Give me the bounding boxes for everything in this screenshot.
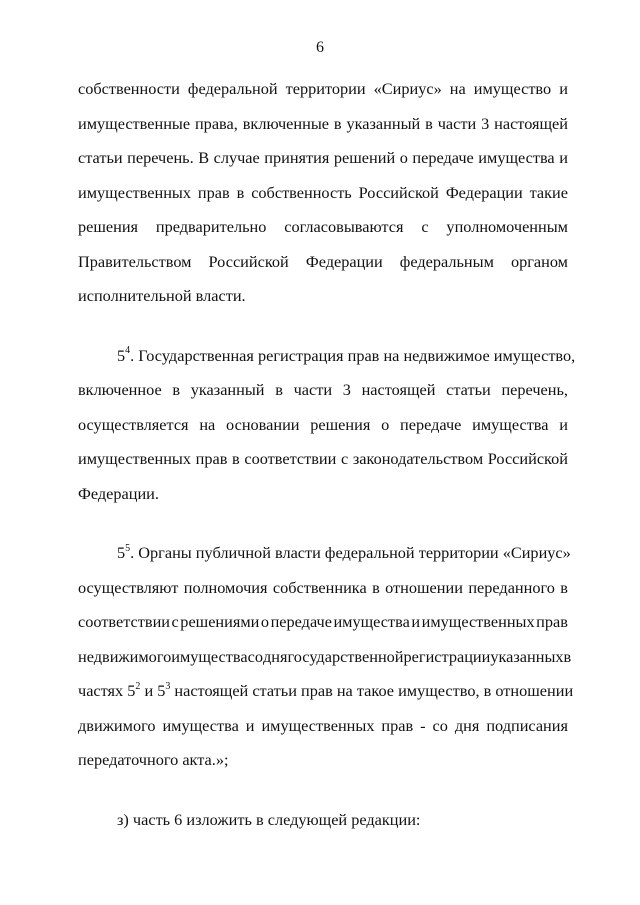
text-line (78, 145, 568, 180)
word: в (425, 113, 433, 133)
word: отношении (385, 577, 463, 597)
word: собственности (78, 79, 180, 98)
word: со (432, 715, 448, 735)
word: исполнительной власти. (78, 286, 246, 305)
word: имущества (472, 414, 549, 434)
text-line (78, 111, 568, 146)
word: передаточного акта.»; (78, 750, 229, 769)
paragraph-first-line-text: . Государственная регистрация прав на недвижимое имущество, (130, 345, 576, 365)
superscript: 3 (165, 680, 171, 692)
paragraph-number: 5 (117, 543, 126, 562)
word: о (260, 612, 270, 631)
word: дня (454, 715, 480, 735)
word: решений (333, 148, 396, 167)
word: Федерации. (78, 483, 159, 503)
word: государственной (287, 646, 404, 666)
text-line (78, 713, 568, 748)
word: права, (194, 113, 238, 133)
word: в (563, 646, 572, 666)
word: движимого (78, 715, 156, 735)
word: принятия (264, 148, 330, 167)
word: полномочия (183, 577, 268, 597)
word: перечень, (501, 380, 568, 399)
word: на (199, 414, 216, 434)
document-body (78, 76, 576, 841)
word: на (449, 79, 466, 98)
text-line (78, 76, 568, 111)
text-line (78, 249, 568, 284)
word: Федерации (305, 251, 383, 271)
paragraph-5-5 (78, 540, 574, 782)
word: и (559, 148, 568, 167)
text-line (78, 747, 568, 782)
word: Федерации (445, 182, 523, 202)
word: с (171, 612, 179, 631)
word: прав (536, 612, 568, 631)
word: 3 (342, 380, 351, 399)
word: решениями (180, 612, 260, 631)
word: с (340, 449, 349, 468)
paragraph-number-superscript: 5 (125, 542, 131, 554)
word: имущества (333, 612, 410, 631)
word: предварительно (155, 217, 267, 236)
word: Российской (358, 182, 439, 202)
word: «Сириус» (373, 79, 442, 98)
paragraph-5-4 (78, 343, 576, 516)
word: включенное (78, 380, 162, 399)
word: указанный (346, 113, 421, 133)
text-line (78, 481, 568, 516)
word: в (333, 113, 342, 133)
text-segment: частях $5^2$ и $5^3$ (78, 680, 171, 700)
word: о (399, 148, 408, 167)
word: в (560, 577, 568, 597)
page-number: 6 (316, 39, 324, 56)
word: настоящей (494, 113, 568, 133)
word: указанных (490, 646, 564, 666)
word: Российской (208, 251, 289, 271)
text-line-with-superscripts (78, 678, 574, 713)
word: имущество (473, 79, 552, 98)
paragraph-continuation (78, 76, 568, 318)
word: Правительством (78, 251, 192, 271)
text-line (78, 575, 568, 610)
word: В (198, 148, 210, 167)
word: прав (197, 182, 230, 202)
text-line (78, 644, 572, 679)
paragraph-item-z: з) часть 6 изложить в следующей редакции: (117, 809, 421, 829)
word: имущественных (421, 612, 535, 631)
text-line (78, 412, 568, 447)
word: имущества (171, 646, 248, 666)
word: включенные (242, 113, 329, 133)
word: соответствии (244, 449, 337, 468)
word: решения (78, 217, 139, 236)
paragraph-number-superscript: 4 (125, 345, 131, 357)
word: и (559, 79, 568, 98)
word: федеральной (187, 79, 278, 98)
word: о (381, 414, 390, 434)
word: имущества (478, 148, 555, 167)
word: случае (213, 148, 260, 167)
word: имущественных (261, 715, 375, 735)
paragraph-first-line (78, 343, 576, 378)
word: недвижимого (78, 646, 172, 666)
word: настоящей (361, 380, 436, 399)
word: решения (310, 414, 371, 434)
word: указанный (190, 380, 265, 399)
word: соответствии (78, 612, 170, 631)
word: имущественных (78, 449, 191, 468)
word: статьи (446, 380, 491, 399)
word: части (293, 380, 333, 399)
word: согласовываются (284, 217, 404, 236)
word: подписания (486, 715, 568, 735)
word: и (411, 612, 421, 631)
paragraph-number: 5 (117, 345, 126, 365)
word: имущественные (78, 113, 191, 133)
word: и (245, 715, 255, 735)
word: - (420, 715, 426, 735)
word: передаче (400, 414, 462, 434)
text-line (78, 377, 568, 412)
word: в (172, 380, 181, 399)
word: регистрации (403, 646, 491, 666)
word: перечень. (127, 148, 194, 167)
word: органом (510, 251, 568, 271)
word: переданного (468, 577, 555, 597)
word: осуществляют (78, 577, 179, 597)
text-line (78, 609, 568, 644)
text-line (78, 283, 568, 318)
word: уполномоченным (446, 217, 568, 236)
word: в (372, 577, 380, 597)
word: части (437, 113, 477, 133)
text-segment: настоящей статьи прав на такое имущество, в отношении (174, 681, 574, 700)
word: передаче (270, 612, 332, 631)
word: прав (195, 449, 228, 468)
paragraph-first-line (78, 540, 571, 575)
word: и (559, 414, 568, 434)
word: собственность (251, 182, 352, 202)
word: в (275, 380, 283, 399)
word: такие (529, 182, 568, 202)
word: 3 (481, 113, 490, 133)
text-line (78, 180, 568, 215)
word: с (421, 217, 429, 236)
superscript: 2 (135, 680, 141, 692)
word: территории (285, 79, 366, 98)
word: дня (262, 646, 288, 666)
word: в (232, 449, 240, 468)
word: осуществляется (78, 414, 189, 434)
word: в (236, 182, 245, 202)
word: Российской (487, 449, 568, 468)
word: имущественных (78, 182, 191, 202)
word: имущества (162, 715, 239, 735)
word: федеральным (399, 251, 494, 271)
word: передаче (412, 148, 474, 167)
text-line (78, 214, 568, 249)
word: со (247, 646, 263, 666)
word: основании (226, 414, 300, 434)
word: собственника (272, 577, 367, 597)
paragraph-first-line-text: . Органы публичной власти федеральной территории «Сириус» (130, 543, 571, 562)
word: статьи (78, 148, 123, 167)
word: законодательством (352, 449, 484, 468)
text-line (78, 446, 568, 481)
word: прав (381, 715, 414, 735)
